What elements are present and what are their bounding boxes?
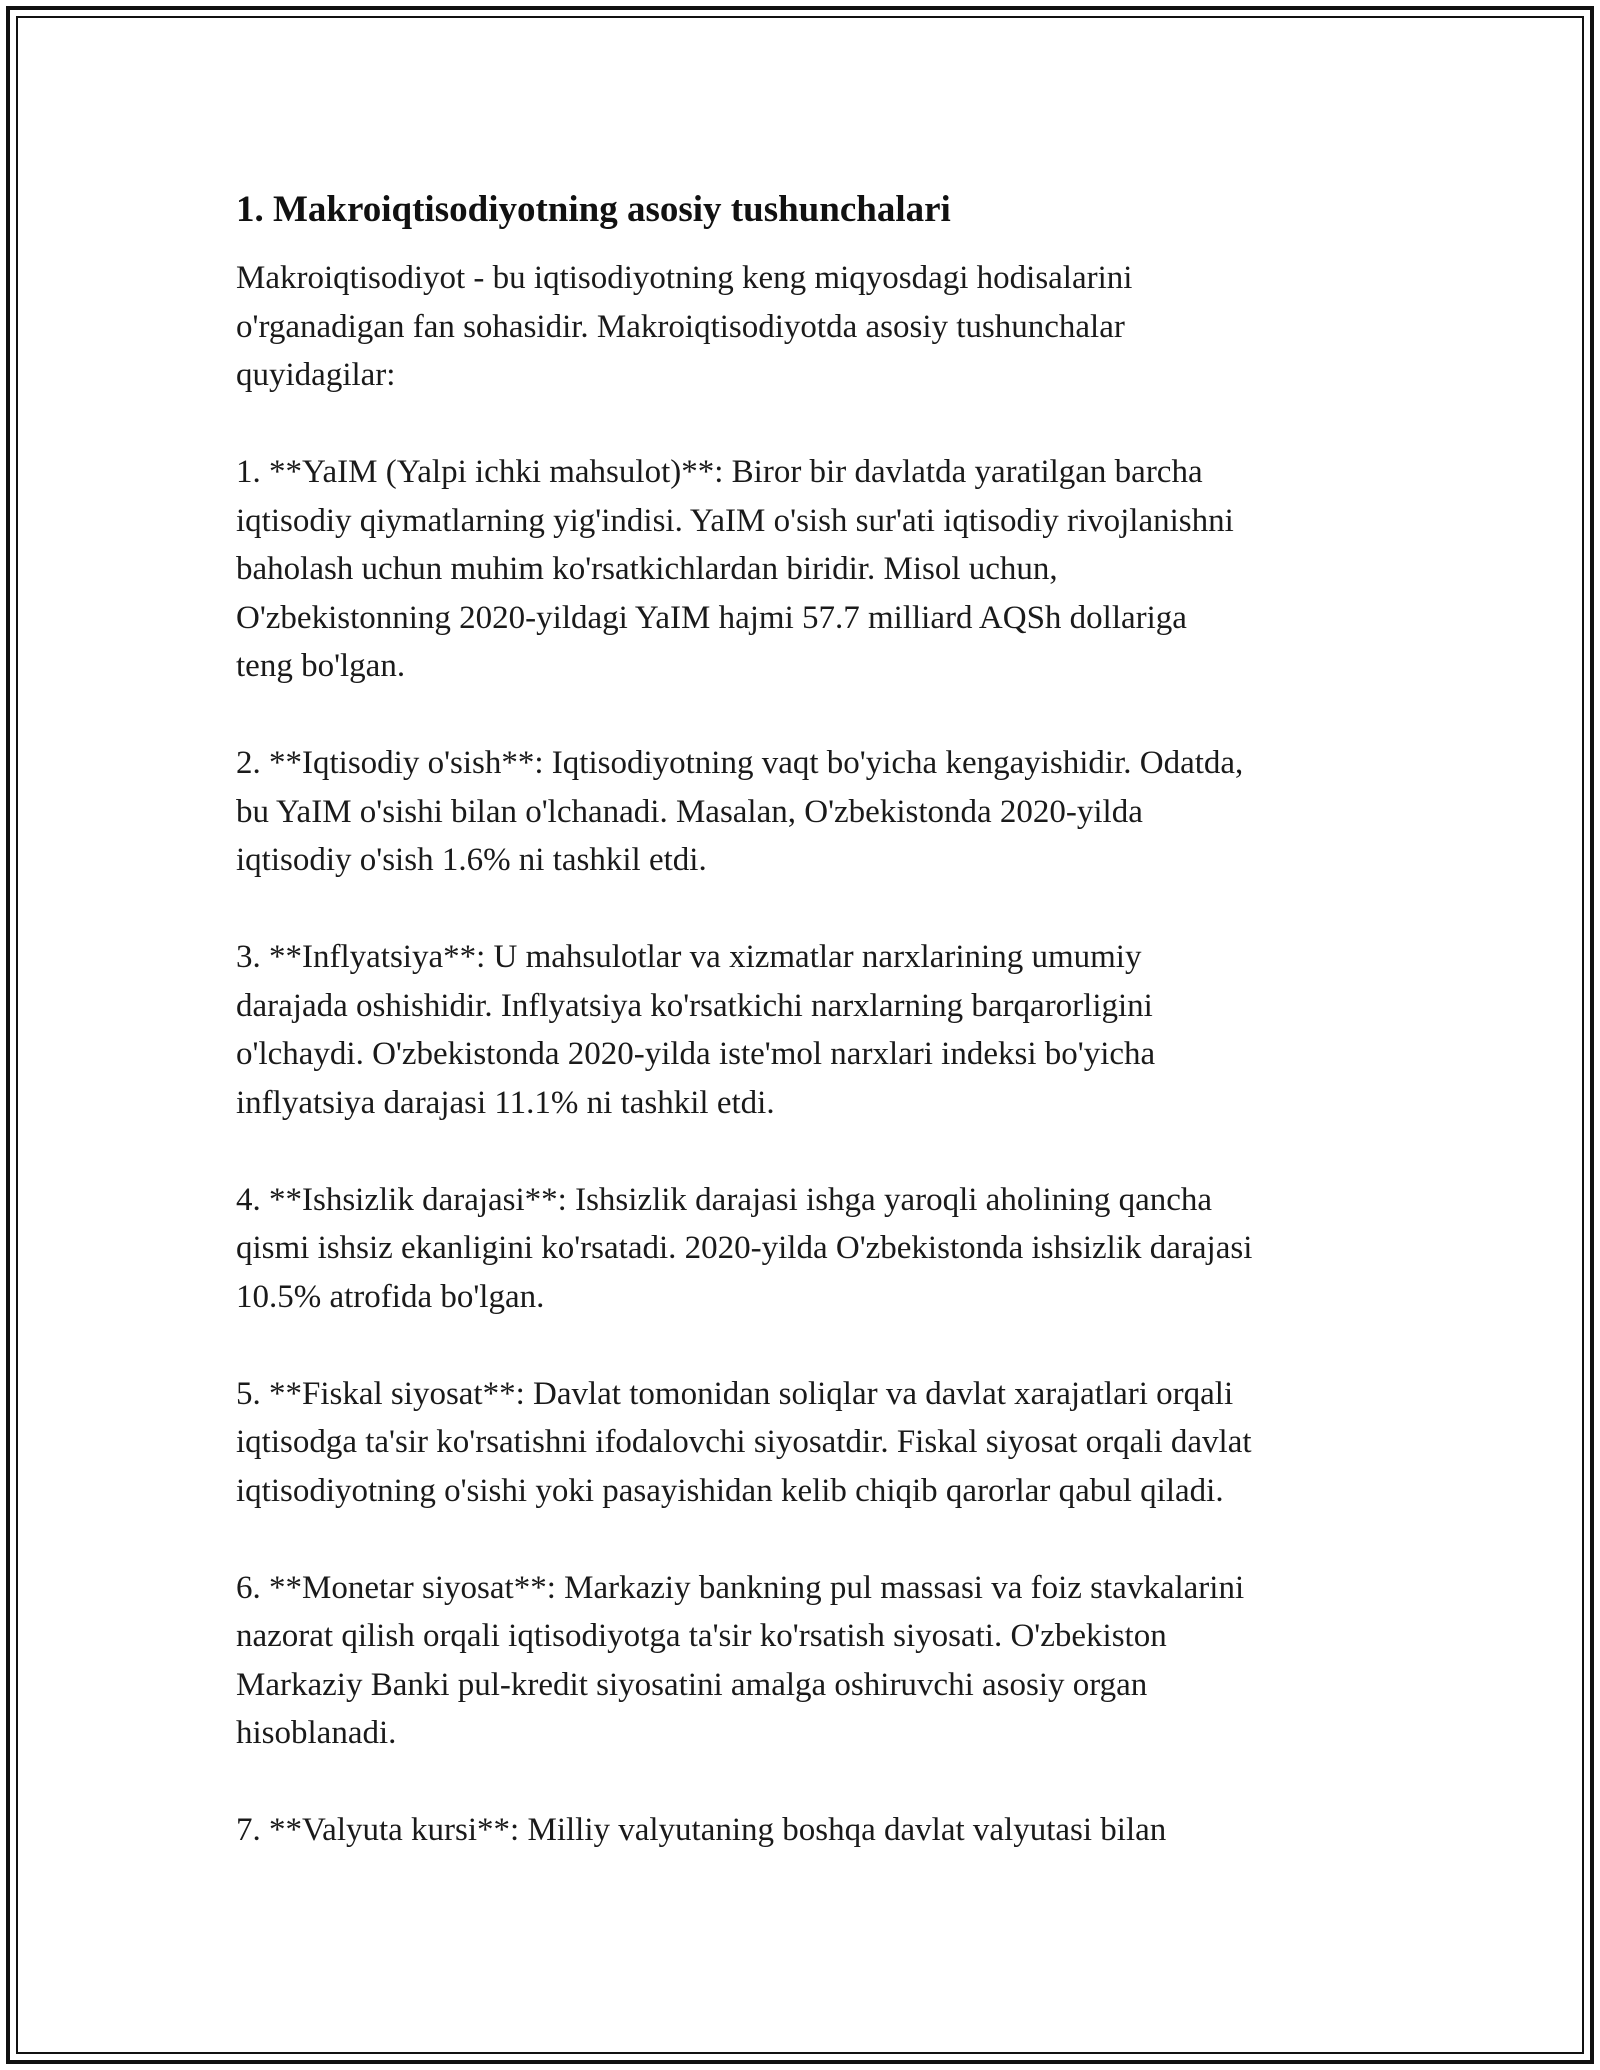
list-item-unemployment: 4. **Ishsizlik darajasi**: Ishsizlik darajasi ishga yaroqli aholining qancha qismi ishsiz ekanligini ko'rsatadi. 2020-yilda O'zbekistonda ishsizlik darajasi 10.5% atrofida bo'lgan.: [236, 1181, 1253, 1315]
list-item-economic-growth: 2. **Iqtisodiy o'sish**: Iqtisodiyotning vaqt bo'yicha kengayishidir. Odatda, bu YaIM o'sishi bilan o'lchanadi. Masalan, O'zbekistonda 2020-yilda iqtisodiy o'sish 1.6% ni tashkil etdi.: [236, 745, 1244, 878]
list-item-yaim: 1. **YaIM (Yalpi ichki mahsulot)**: Biror bir davlatda yaratilgan barcha iqtisodiy qiymatlarning yig'indisi. YaIM o'sish sur'ati iqtisodiy rivojlanishni baholash uchun muhim ko'rsatkichlardan biridir. Misol uchun, O'zbekistonning 2020-yildagi YaIM hajmi 57.7 milliard AQSh dollariga teng bo'lgan.: [236, 454, 1234, 684]
intro-paragraph: Makroiqtisodiyot - bu iqtisodiyotning keng miqyosdagi hodisalarini o'rganadigan fan sohasidir. Makroiqtisodiyotda asosiy tushunchalar quyidagilar:: [236, 260, 1133, 393]
list-item-inflation: 3. **Inflyatsiya**: U mahsulotlar va xizmatlar narxlarining umumiy darajada oshishidir. Inflyatsiya ko'rsatkichi narxlarning barqarorligini o'lchaydi. O'zbekistonda 2020-yilda iste'mol narxlari indeksi bo'yicha inflyatsiya darajasi 11.1% ni tashkil etdi.: [236, 939, 1156, 1121]
list-item-monetary-policy: 6. **Monetar siyosat**: Markaziy bankning pul massasi va foiz stavkalarini nazorat qilish orqali iqtisodiyotga ta'sir ko'rsatish siyosati. O'zbekiston Markaziy Banki pul-kredit siyosatini amalga oshiruvchi asosiy organ hisoblanadi.: [236, 1569, 1245, 1751]
section-heading: 1. Makroiqtisodiyotning asosiy tushunchalari: [236, 189, 951, 230]
list-item-exchange-rate: 7. **Valyuta kursi**: Milliy valyutaning boshqa davlat valyutasi bilan: [236, 1812, 1167, 1848]
list-item-fiscal-policy: 5. **Fiskal siyosat**: Davlat tomonidan soliqlar va davlat xarajatlari orqali iqtisodga ta'sir ko'rsatishni ifodalovchi siyosatdir. Fiskal siyosat orqali davlat iqtisodiyotning o'sishi yoki pasayishidan kelib chiqib qarorlar qabul qiladi.: [236, 1375, 1252, 1509]
document-body: [236, 184, 1386, 1903]
